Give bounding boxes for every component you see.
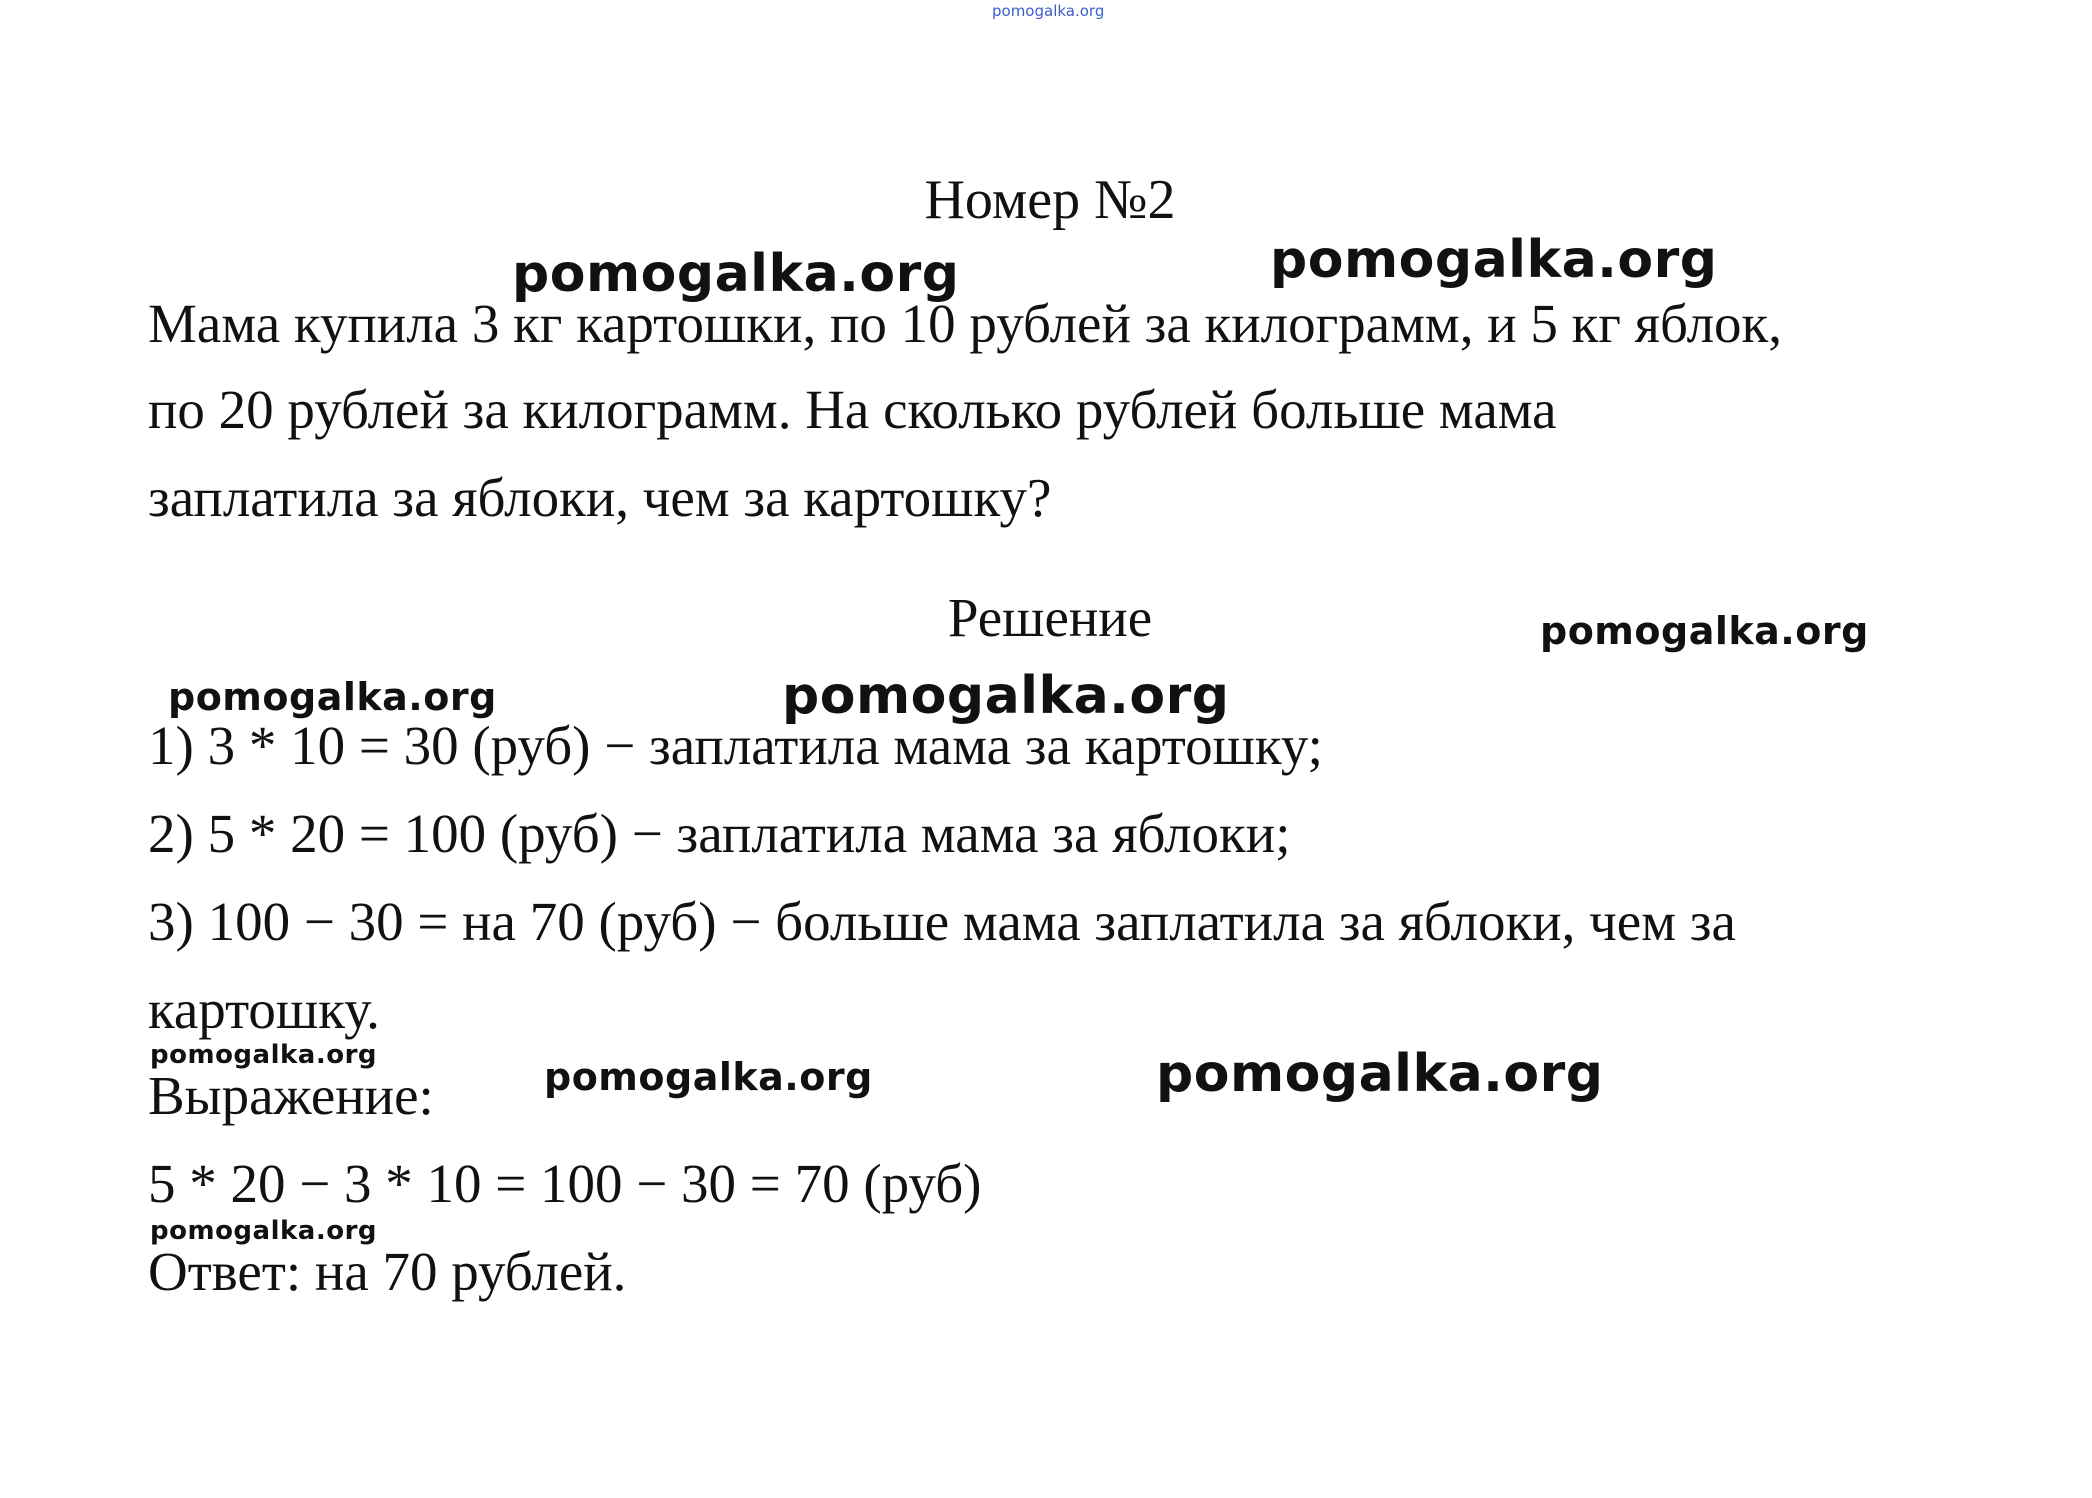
watermark: pomogalka.org — [544, 1055, 873, 1099]
watermark: pomogalka.org — [1540, 609, 1869, 653]
solution-heading: Решение — [947, 587, 1153, 648]
problem-line-3: заплатила за яблоки, чем за картошку? — [148, 467, 1052, 528]
solution-step-2: 2) 5 * 20 = 100 (руб) − заплатила мама за яблоки; — [148, 803, 1291, 864]
solution-step-3-continued: картошку. — [148, 979, 380, 1040]
page-title: Номер №2 — [924, 169, 1176, 231]
problem-line-1: Мама купила 3 кг картошки, по 10 рублей за килограмм, и 5 кг яблок, — [148, 293, 1782, 354]
problem-line-2: по 20 рублей за килограмм. На сколько рублей больше мама — [148, 379, 1557, 440]
answer: Ответ: на 70 рублей. — [148, 1241, 627, 1302]
expression: 5 * 20 − 3 * 10 = 100 − 30 = 70 (руб) — [148, 1153, 982, 1214]
watermark: pomogalka.org — [512, 244, 960, 304]
watermark: pomogalka.org — [150, 1040, 378, 1070]
watermark: pomogalka.org — [150, 1216, 378, 1246]
header-watermark: pomogalka.org — [992, 2, 1105, 20]
watermark: pomogalka.org — [1270, 230, 1718, 290]
watermark: pomogalka.org — [1156, 1044, 1604, 1104]
watermark: pomogalka.org — [782, 666, 1230, 726]
solution-step-3: 3) 100 − 30 = на 70 (руб) − больше мама заплатила за яблоки, чем за — [148, 891, 1736, 952]
expression-label: Выражение: — [148, 1065, 434, 1126]
solution-step-1: 1) 3 * 10 = 30 (руб) − заплатила мама за картошку; — [148, 715, 1323, 776]
watermark: pomogalka.org — [168, 675, 497, 719]
